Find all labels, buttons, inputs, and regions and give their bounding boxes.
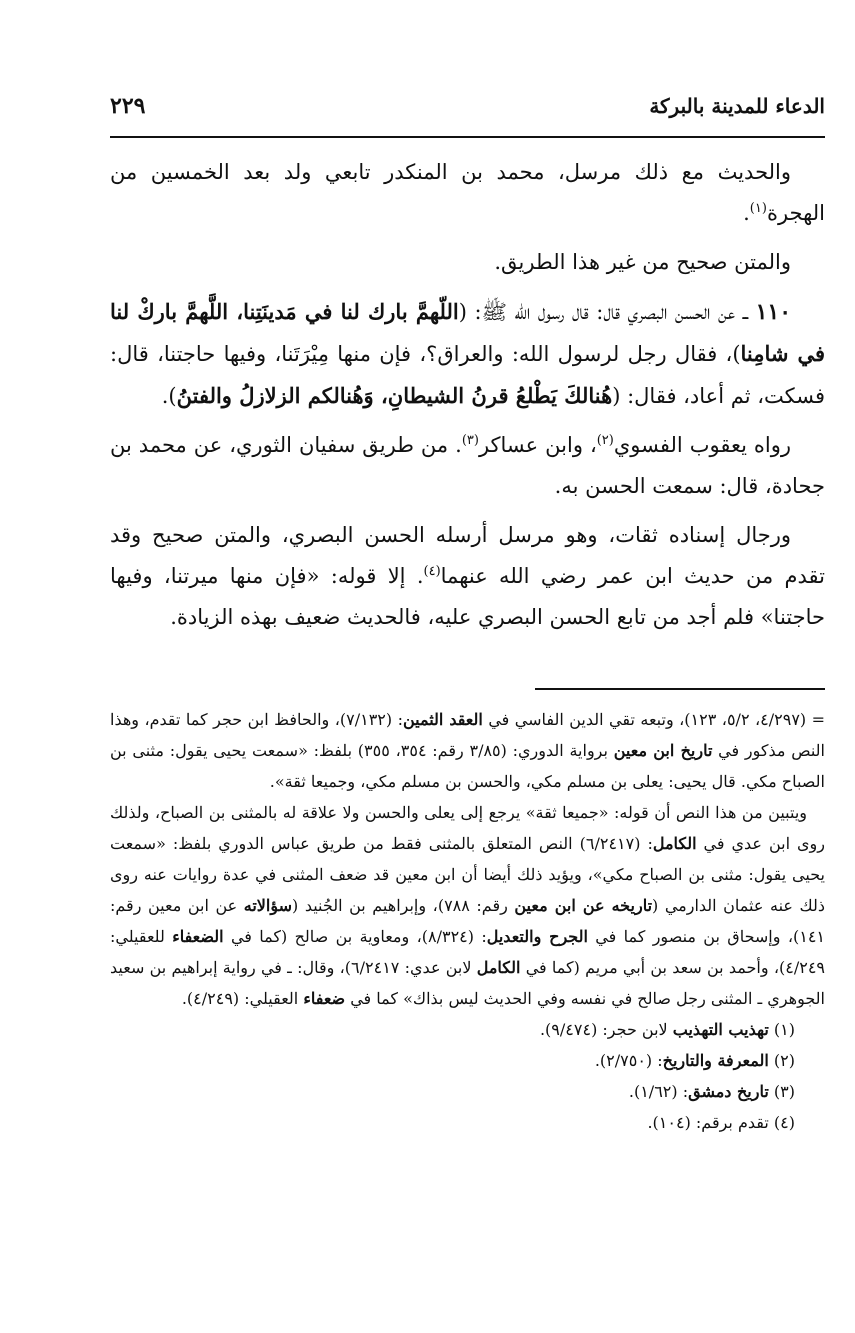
- footnote-ref-1[interactable]: (١): [749, 201, 767, 216]
- footnote-1: (١) تهذيب التهذيب لابن حجر: (٩/٤٧٤).: [539, 1020, 795, 1039]
- footnote-continuation: = (٤/٢٩٧، ٥/٢، ١٢٣)، وتبعه تقي الدين الفاسي في العقد الثمين: (٧/١٣٢)، والحافظ ابن حجر كما تقدم، وهذا النص مذكور في تاريخ ابن معين برواية الدوري: (٣/٨٥ رقم: ٣٥٤، ٣٥٥) بلفظ: «سمعت يحيى يقول: مثنى بن الصباح مكي. قال يحيى: يعلى بن مسلم مكي، والحسن بن مسلم مكي، وجميعا ثقة».: [110, 710, 826, 791]
- hadith-quote-1: اللّهمَّ بارك لنا في مَدينَتِنا، اللَّهمَّ باركْ لنا في شامِنا: [110, 299, 825, 366]
- paragraph-takhrij: رواه يعقوب الفسوي$^{(٢)}$، وابن عساكر$^{(٣)}$. من طريق سفيان الثوري، عن محمد بن جحادة، قال: سمعت الحسن به.: [110, 433, 825, 498]
- header-rule: [110, 136, 825, 138]
- paragraph-mursal: والحديث مع ذلك مرسل، محمد بن المنكدر تابعي ولد بعد الخمسين من الهجرة$^{(١)}$.: [110, 160, 825, 225]
- hadith-110: ١١٠ ــ عن الحسن البصري قال: قال رسول الله ﷺ: (اللّهمَّ بارك لنا في مَدينَتِنا، اللَّهمَّ باركْ لنا في شامِنا)، فقال رجل لرسول الله: والعراق؟، فإن منها مِيْرَتَنا، وفيها حاجتنا، قال: فسكت، ثم أعاد، فقال: (هُنالكَ يَطْلعُ قرنُ الشيطانِ، وَهُنالكم الزلازلُ والفتنُ).: [110, 299, 825, 408]
- hadith-quote-2: هُنالكَ يَطْلعُ قرنُ الشيطانِ، وَهُنالكم الزلازلُ والفتنُ: [176, 383, 613, 408]
- running-title: الدعاء للمدينة بالبركة: [649, 94, 825, 118]
- footnote-3: (٣) تاريخ دمشق: (١/٦٢).: [628, 1082, 795, 1101]
- footnote-rule: [535, 688, 825, 690]
- footnote-ref-4[interactable]: (٤): [423, 564, 441, 579]
- footnote-4: (٤) تقدم برقم: (١٠٤).: [647, 1113, 795, 1132]
- paragraph-matn-sahih: والمتن صحيح من غير هذا الطريق.: [494, 250, 791, 274]
- footnotes: [110, 704, 825, 1138]
- footnote-2: (٢) المعرفة والتاريخ: (٢/٧٥٠).: [594, 1051, 795, 1070]
- hadith-number: ١١٠: [755, 299, 792, 325]
- paragraph-hukm: ورجال إسناده ثقات، وهو مرسل أرسله الحسن البصري، والمتن صحيح وقد تقدم من حديث ابن عمر رضي الله عنهما$^{(٤)}$. إلا قوله: «فإن منها ميرتنا، وفيها حاجتنا» فلم أجد من تابع الحسن البصري عليه، فالحديث ضعيف بهذه الزيادة.: [110, 523, 826, 629]
- page-header: [110, 86, 825, 126]
- footnote-ref-3[interactable]: (٣): [461, 433, 479, 448]
- main-text: [110, 152, 825, 646]
- footnote-continuation-2: ويتبين من هذا النص أن قوله: «جميعا ثقة» يرجع إلى يعلى والحسن ولا علاقة له بالمثنى بن الصباح، ولذلك روى ابن عدي في الكامل: (٦/٢٤١٧) النص المتعلق بالمثنى فقط من طريق عباس الدوري بلفظ: «سمعت يحيى يقول: مثنى بن الصباح مكي»، ويؤيد ذلك أيضا أن ابن معين قد ضعف المثنى في عدة روايات عنه روى ذلك عنه عثمان الدارمي (تاريخه عن ابن معين رقم: ٧٨٨)، وإبراهيم بن الجُنيد (سؤالاته عن ابن معين رقم: ١٤١)، وإسحاق بن منصور كما في الجرح والتعديل: (٨/٣٢٤)، ومعاوية بن صالح (كما في الضعفاء للعقيلي: ٤/٢٤٩)، وأحمد بن سعد بن أبي مريم (كما في الكامل لابن عدي: ٦/٢٤١٧)، وقال: ـ في رواية إبراهيم بن سعيد الجوهري ـ المثنى رجل صالح في نفسه وفي الحديث ليس بذاك» كما في ضعفاء العقيلي: (٤/٢٤٩).: [110, 803, 826, 1008]
- footnote-ref-2[interactable]: (٢): [596, 433, 614, 448]
- page-number: ٢٢٩: [110, 93, 146, 119]
